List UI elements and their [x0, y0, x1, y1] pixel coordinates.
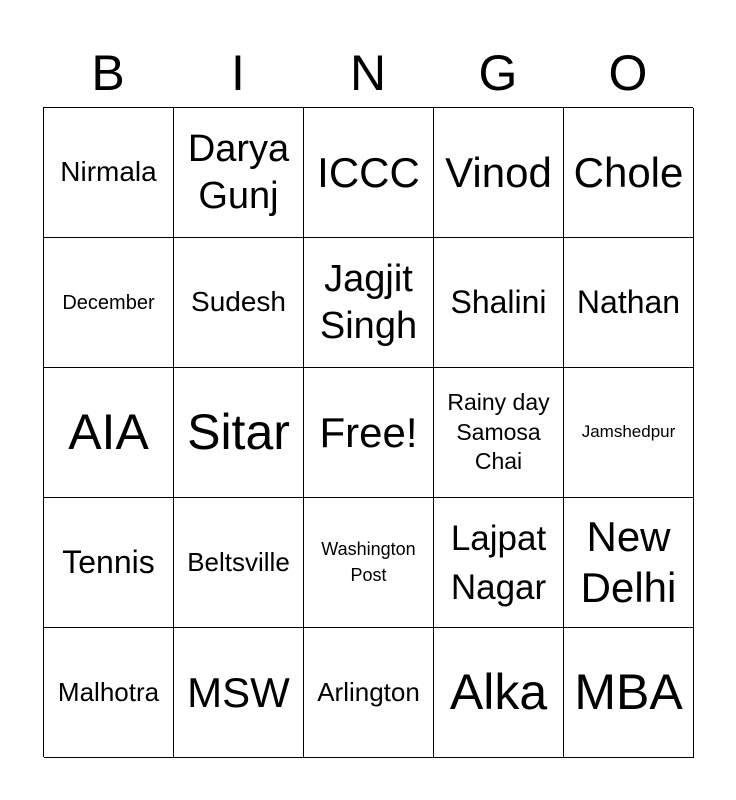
bingo-cell[interactable]: Washington Post	[304, 498, 434, 628]
bingo-cell[interactable]: Beltsville	[174, 498, 304, 628]
bingo-cell[interactable]: Jamshedpur	[564, 368, 694, 498]
bingo-cell[interactable]: Rainy day Samosa Chai	[434, 368, 564, 498]
bingo-cell[interactable]: MBA	[564, 628, 694, 758]
header-letter-b: B	[91, 45, 125, 101]
bingo-cell[interactable]: Free!	[304, 368, 434, 498]
bingo-cell[interactable]: December	[44, 238, 174, 368]
bingo-board	[43, 107, 693, 757]
bingo-cell[interactable]: Jagjit Singh	[304, 238, 434, 368]
bingo-cell[interactable]: Alka	[434, 628, 564, 758]
bingo-cell[interactable]: Lajpat Nagar	[434, 498, 564, 628]
bingo-cell[interactable]: Sitar	[174, 368, 304, 498]
bingo-cell[interactable]: New Delhi	[564, 498, 694, 628]
header-letter-i: I	[231, 45, 245, 101]
bingo-cell[interactable]: Darya Gunj	[174, 108, 304, 238]
header-letter-n: N	[349, 45, 387, 101]
bingo-cell[interactable]: Nirmala	[44, 108, 174, 238]
bingo-cell[interactable]: MSW	[174, 628, 304, 758]
bingo-cell[interactable]: Nathan	[564, 238, 694, 368]
bingo-cell[interactable]: Arlington	[304, 628, 434, 758]
bingo-cell[interactable]: Sudesh	[174, 238, 304, 368]
header-letter-g: G	[478, 45, 518, 101]
bingo-cell[interactable]: Tennis	[44, 498, 174, 628]
bingo-cell[interactable]: Vinod	[434, 108, 564, 238]
bingo-cell[interactable]: ICCC	[304, 108, 434, 238]
bingo-cell[interactable]: Malhotra	[44, 628, 174, 758]
bingo-header	[43, 42, 693, 104]
bingo-cell[interactable]: AIA	[44, 368, 174, 498]
header-letter-o: O	[608, 45, 648, 101]
bingo-cell[interactable]: Shalini	[434, 238, 564, 368]
bingo-cell[interactable]: Chole	[564, 108, 694, 238]
